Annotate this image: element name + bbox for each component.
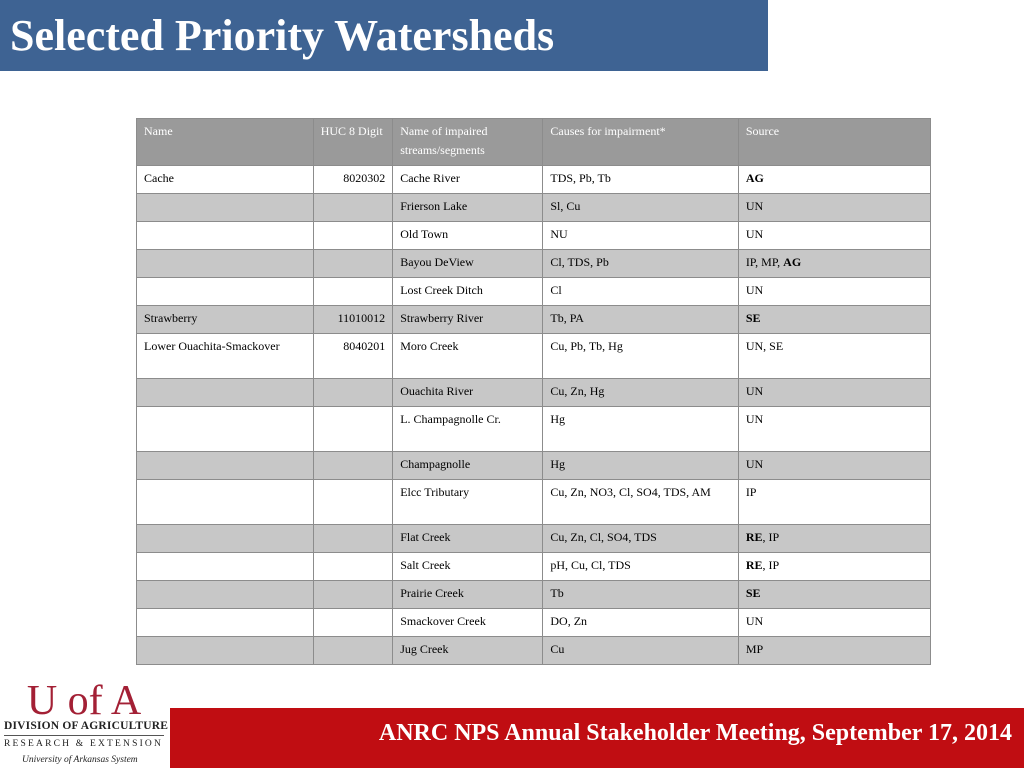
source-text: , IP: [762, 530, 780, 544]
cell-huc: [313, 553, 393, 581]
cell-huc: 8040201: [313, 334, 393, 379]
logo-divider: [4, 735, 164, 736]
cell-stream: Bayou DeView: [393, 250, 543, 278]
cell-name: [137, 278, 314, 306]
cell-name: [137, 637, 314, 665]
cell-stream: Old Town: [393, 222, 543, 250]
footer-meeting-text: ANRC NPS Annual Stakeholder Meeting, September 17, 2014: [378, 720, 1012, 746]
cell-name: [137, 609, 314, 637]
cell-name: Lower Ouachita-Smackover: [137, 334, 314, 379]
table-row: [137, 407, 931, 452]
source-text: UN: [745, 199, 764, 213]
cell-cause: Cu, Zn, Hg: [543, 379, 738, 407]
cell-source: [738, 480, 930, 525]
table-row: [137, 452, 931, 480]
table-row: [137, 379, 931, 407]
cell-cause: Tb: [543, 581, 738, 609]
watershed-table: [136, 118, 931, 665]
cell-source: [738, 278, 930, 306]
cell-stream: L. Champagnolle Cr.: [393, 407, 543, 452]
logo-division-text: DIVISION OF AGRICULTURE: [4, 720, 169, 732]
cell-name: [137, 480, 314, 525]
table-row: [137, 222, 931, 250]
cell-stream: Smackover Creek: [393, 609, 543, 637]
cell-cause: Cl, TDS, Pb: [543, 250, 738, 278]
source-text: UN: [745, 614, 764, 628]
table-header-row: [137, 119, 931, 166]
source-text: UN: [745, 227, 764, 241]
source-bold-text: SE: [745, 311, 761, 325]
table-row: [137, 278, 931, 306]
cell-stream: Ouachita River: [393, 379, 543, 407]
header-stream: Name of impaired streams/segments: [393, 119, 543, 166]
table-row: [137, 194, 931, 222]
cell-huc: [313, 222, 393, 250]
cell-huc: [313, 379, 393, 407]
cell-cause: pH, Cu, Cl, TDS: [543, 553, 738, 581]
cell-stream: Cache River: [393, 166, 543, 194]
table-row: [137, 525, 931, 553]
cell-name: [137, 525, 314, 553]
cell-cause: Hg: [543, 407, 738, 452]
table-row: [137, 334, 931, 379]
cell-source: [738, 637, 930, 665]
cell-stream: Lost Creek Ditch: [393, 278, 543, 306]
source-bold-text: AG: [745, 171, 764, 185]
footer-bar: [170, 708, 1024, 768]
cell-huc: [313, 278, 393, 306]
svg-text:U of A: U of A: [26, 678, 142, 724]
cell-name: [137, 222, 314, 250]
table-row: [137, 166, 931, 194]
source-bold-text: SE: [745, 586, 761, 600]
cell-stream: Elcc Tributary: [393, 480, 543, 525]
table-row: [137, 306, 931, 334]
table-row: [137, 609, 931, 637]
cell-stream: Moro Creek: [393, 334, 543, 379]
cell-source: [738, 334, 930, 379]
table-row: [137, 581, 931, 609]
source-text: UN: [745, 457, 764, 471]
cell-source: [738, 553, 930, 581]
header-name: Name: [137, 119, 314, 166]
source-bold-text: AG: [783, 255, 802, 269]
cell-source: [738, 166, 930, 194]
watershed-table-container: [136, 118, 931, 665]
cell-cause: NU: [543, 222, 738, 250]
cell-source: [738, 306, 930, 334]
cell-huc: [313, 525, 393, 553]
cell-huc: 11010012: [313, 306, 393, 334]
cell-source: [738, 379, 930, 407]
cell-source: [738, 222, 930, 250]
cell-name: Cache: [137, 166, 314, 194]
source-text: UN, SE: [745, 339, 784, 353]
cell-name: [137, 553, 314, 581]
cell-cause: Cu, Zn, Cl, SO4, TDS: [543, 525, 738, 553]
cell-name: [137, 581, 314, 609]
cell-huc: [313, 609, 393, 637]
table-row: [137, 250, 931, 278]
cell-stream: Champagnolle: [393, 452, 543, 480]
uofa-logo-icon: [26, 674, 142, 724]
source-plain-text: IP, MP,: [745, 255, 784, 269]
cell-cause: Cu: [543, 637, 738, 665]
cell-stream: Flat Creek: [393, 525, 543, 553]
cell-source: [738, 525, 930, 553]
cell-cause: Cu, Pb, Tb, Hg: [543, 334, 738, 379]
cell-huc: [313, 480, 393, 525]
cell-cause: DO, Zn: [543, 609, 738, 637]
cell-huc: [313, 194, 393, 222]
cell-cause: TDS, Pb, Tb: [543, 166, 738, 194]
cell-huc: [313, 581, 393, 609]
cell-huc: 8020302: [313, 166, 393, 194]
cell-stream: Prairie Creek: [393, 581, 543, 609]
cell-name: [137, 452, 314, 480]
slide-title: Selected Priority Watersheds: [10, 11, 555, 60]
cell-huc: [313, 250, 393, 278]
cell-source: [738, 452, 930, 480]
cell-huc: [313, 637, 393, 665]
cell-huc: [313, 452, 393, 480]
cell-cause: Tb, PA: [543, 306, 738, 334]
uofa-division-logo: [0, 672, 170, 768]
cell-name: [137, 407, 314, 452]
cell-stream: Frierson Lake: [393, 194, 543, 222]
cell-cause: Cu, Zn, NO3, Cl, SO4, TDS, AM: [543, 480, 738, 525]
source-bold-text: RE: [745, 530, 763, 544]
source-text: MP: [745, 642, 764, 656]
cell-source: [738, 407, 930, 452]
header-huc: HUC 8 Digit: [313, 119, 393, 166]
cell-source: [738, 194, 930, 222]
table-row: [137, 553, 931, 581]
source-text: UN: [745, 384, 764, 398]
logo-system-text: University of Arkansas System: [22, 755, 138, 765]
cell-source: [738, 581, 930, 609]
cell-source: [738, 250, 930, 278]
cell-cause: Hg: [543, 452, 738, 480]
cell-name: Strawberry: [137, 306, 314, 334]
header-source: Source: [738, 119, 930, 166]
source-text: UN: [745, 412, 764, 426]
cell-name: [137, 250, 314, 278]
table-body: [137, 166, 931, 665]
source-text: , IP: [762, 558, 780, 572]
source-text: IP: [745, 485, 757, 499]
cell-stream: Salt Creek: [393, 553, 543, 581]
header-cause: Causes for impairment*: [543, 119, 738, 166]
logo-research-text: RESEARCH & EXTENSION: [4, 739, 164, 749]
cell-stream: Jug Creek: [393, 637, 543, 665]
source-text: UN: [745, 283, 764, 297]
source-bold-text: RE: [745, 558, 763, 572]
cell-huc: [313, 407, 393, 452]
cell-name: [137, 379, 314, 407]
table-row: [137, 637, 931, 665]
cell-cause: Sl, Cu: [543, 194, 738, 222]
table-row: [137, 480, 931, 525]
cell-cause: Cl: [543, 278, 738, 306]
title-bar: [0, 0, 768, 71]
cell-source: [738, 609, 930, 637]
cell-name: [137, 194, 314, 222]
cell-stream: Strawberry River: [393, 306, 543, 334]
